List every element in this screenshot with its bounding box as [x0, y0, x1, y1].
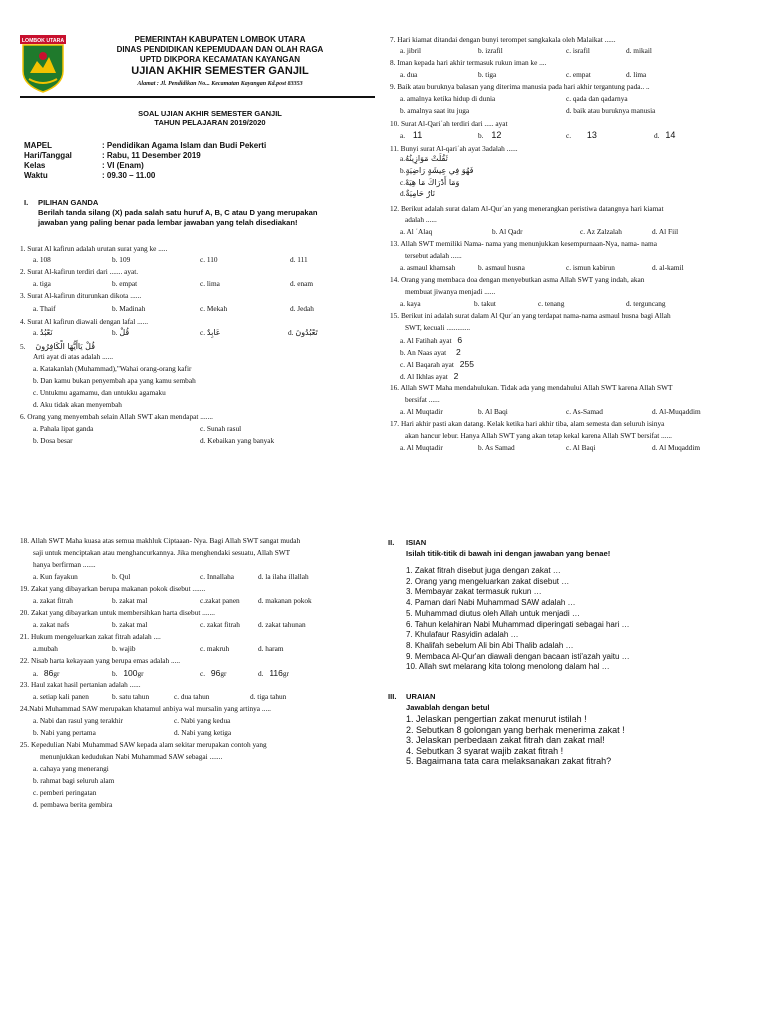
option-c[interactable]: c. عَابِدٌ	[200, 328, 221, 337]
option-d[interactable]: d. haram	[258, 644, 284, 653]
section2-instruction: Isilah titik-titik di bawah ini dengan jawaban yang benae!	[406, 549, 611, 558]
option-d[interactable]: d. Nabi yang ketiga	[174, 728, 232, 737]
list-item: 2. Orang yang mengeluarkan zakat disebut …	[406, 576, 570, 586]
option-d[interactable]: d. 111	[290, 255, 308, 264]
option-a[interactable]: a. Al Muqtadir	[400, 407, 443, 416]
option-d[interactable]: d. Al Fiil	[652, 227, 679, 236]
option-a[interactable]: a. cahaya yang menerangi	[33, 764, 109, 773]
list-item: 3. Membayar zakat termasuk rukun …	[406, 587, 542, 597]
option-d[interactable]: d. Al-Muqaddim	[652, 407, 701, 416]
option-d[interactable]: d. 14	[654, 130, 676, 140]
option-c[interactable]: c. Al Baqi	[566, 443, 596, 452]
option-b[interactable]: b. As Samad	[478, 443, 515, 452]
option-b[interactable]: b. 109	[112, 255, 131, 264]
option-c[interactable]: c. pemberi peringatan	[33, 788, 97, 797]
option-b[interactable]: b. 12	[478, 130, 502, 140]
list-item: 5. Bagaimana tata cara melaksanakan zakat fitrah?	[406, 756, 612, 767]
option-c[interactable]: c. 13	[566, 130, 597, 140]
uraian-list	[406, 714, 625, 767]
list-item: 8. Khalifah sebelum Ali bin Abi Thalib adalah …	[406, 640, 574, 650]
header-line3: UPTD DIKPORA KECAMATAN KAYANGAN	[139, 55, 301, 64]
option-c[interactable]: c. Al Baqarah ayat 255	[400, 359, 474, 369]
list-item: 9. Membaca Al-Qur'an diawali dengan bacaan isti'azah yaitu …	[406, 651, 630, 661]
option-c[interactable]: c.وَمَا أَدْرَاكَ مَا هِيَهْ	[400, 178, 460, 187]
option-d[interactable]: d. Kebaikan yang banyak	[200, 436, 275, 445]
option-c[interactable]: c. Mekah	[200, 304, 228, 313]
section1-title: PILIHAN GANDA	[38, 198, 99, 207]
option-a[interactable]: a.ثَقُلَتْ مَوَازِينُهُ	[400, 154, 448, 163]
list-item: 3. Jelaskan perbedaan zakat fitrah dan zakat mal!	[406, 735, 605, 746]
option-b[interactable]: b. zakat mal	[112, 620, 148, 629]
list-item: 1. Zakat fitrah disebut juga dengan zakat …	[406, 566, 561, 575]
option-d[interactable]: d. Al Ikhlas ayat 2	[400, 371, 459, 381]
option-a[interactable]: a. Katakanlah (Muhammad),"Wahai orang-orang kafir	[33, 364, 192, 373]
section1-number: I.	[24, 198, 29, 207]
info-row: Hari/Tanggal : Rabu, 11 Desember 2019	[24, 151, 201, 160]
option-a[interactable]: a. tiga	[33, 279, 51, 288]
option-b[interactable]: b. 100gr	[112, 668, 144, 678]
option-a[interactable]: a. Al Muqtadir	[400, 443, 443, 452]
option-c[interactable]: c. ismun kabirun	[566, 263, 615, 272]
option-d[interactable]: d. makanan pokok	[258, 596, 312, 605]
list-item: 1. Jelaskan pengertian zakat menurut istilah !	[406, 714, 587, 724]
option-b[interactable]: b. amalnya saat itu juga	[400, 106, 470, 115]
header-address: Alamat : Jl. Pendidikan No... Kecamatan Kayangan Kd.post 83353	[137, 81, 303, 87]
header-line1: PEMERINTAH KABUPATEN LOMBOK UTARA	[134, 35, 306, 44]
option-b[interactable]: b. wajib	[112, 644, 136, 653]
option-d[interactable]: d. Jedah	[290, 304, 314, 313]
option-d[interactable]: d. la ilaha illallah	[258, 572, 309, 581]
option-c[interactable]: c. Untukmu agamamu, dan untukku agamaku	[33, 388, 166, 397]
doc-title-line2: TAHUN PELAJARAN 2019/2020	[154, 118, 266, 127]
option-a[interactable]: a. jibril	[400, 46, 422, 55]
info-row: Kelas : VI (Enam)	[24, 161, 144, 170]
option-d[interactable]: d. terguncang	[626, 299, 666, 308]
option-c[interactable]: c. Az Zalzalah	[580, 227, 622, 236]
list-item: 6. Tahun kelahiran Nabi Muhammad diperingati sebagai hari …	[406, 619, 630, 629]
option-a[interactable]: a. Thaif	[33, 304, 56, 313]
option-a[interactable]: a. Al ʿAlaq	[400, 227, 433, 236]
list-item: 4. Paman dari Nabi Muhammad SAW adalah …	[406, 598, 576, 608]
option-d[interactable]: d. تَعْبُدُونَ	[288, 328, 318, 337]
option-b[interactable]: b. rahmat bagi seluruh alam	[33, 776, 115, 785]
option-d[interactable]: d.نَارٌ حَامِيَةٌ	[400, 189, 435, 198]
option-a[interactable]: a. asmaul khamsah	[400, 263, 456, 272]
list-item: 5. Muhammad diutus oleh Allah untuk menjadi …	[406, 608, 580, 618]
option-b[interactable]: b.فَهُوَ فِي عِيشَةٍ رَاضِيَةٍ	[400, 166, 474, 175]
option-c[interactable]: c. Sunah rasul	[200, 424, 242, 433]
option-a[interactable]: a. 108	[33, 255, 51, 264]
list-item: 2. Sebutkan 8 golongan yang berhak menerima zakat !	[406, 724, 625, 735]
option-b[interactable]: b. Madinah	[112, 304, 146, 313]
option-a[interactable]: a. amalnya ketika hidup di dunia	[400, 94, 496, 103]
option-b[interactable]: b. Dan kamu bukan penyembah apa yang kamu sembah	[33, 376, 196, 385]
option-c[interactable]: c. tenang	[538, 299, 565, 308]
option-a[interactable]: a. 11	[400, 130, 423, 140]
option-b[interactable]: b. Qul	[112, 572, 131, 581]
option-b[interactable]: b. takut	[474, 299, 496, 308]
list-item: 7. Khulafaur Rasyidin adalah …	[406, 630, 519, 640]
option-d[interactable]: d. Aku tidak akan menyembah	[33, 400, 122, 409]
section2-number: II.	[388, 538, 395, 547]
option-d[interactable]: d. Al Muqaddim	[652, 443, 701, 452]
option-a[interactable]: a. zakat nafs	[33, 620, 70, 629]
option-b[interactable]: b. zakat mal	[112, 596, 148, 605]
lombok-utara-emblem	[20, 35, 66, 93]
section3-number: III.	[388, 692, 397, 701]
section2-title: ISIAN	[406, 538, 427, 547]
isian-list	[406, 566, 630, 673]
option-c[interactable]: c. qada dan qadarnya	[566, 94, 628, 103]
header-line2: DINAS PENDIDIKAN KEPEMUDAAN DAN OLAH RAGA	[116, 45, 324, 54]
logo	[20, 35, 66, 93]
option-b[interactable]: b. tiga	[478, 70, 497, 79]
option-a[interactable]: a. Nabi dan rasul yang terakhir	[33, 716, 123, 725]
option-c[interactable]: c. As-Samad	[566, 407, 603, 416]
list-item: 10. Allah swt melarang kita tolong menolong dalam hal …	[406, 662, 610, 672]
logo-text: LOMBOK UTARA	[21, 38, 65, 44]
option-c[interactable]: c.zakat panen	[200, 596, 240, 605]
option-a[interactable]: a. Pahala lipat ganda	[33, 424, 94, 433]
option-a[interactable]: a. setiap kali panen	[33, 692, 89, 701]
option-d[interactable]: d. enam	[290, 279, 314, 288]
option-a[interactable]: a. dua	[400, 70, 418, 79]
info-row: MAPEL : Pendidikan Agama Islam dan Budi Pekerti	[24, 141, 267, 150]
option-b[interactable]: b. satu tahun	[112, 692, 150, 701]
option-b[interactable]: b. An Naas ayat 2	[400, 347, 461, 357]
option-c[interactable]: c. zakat fitrah	[200, 620, 240, 629]
option-a[interactable]: a. Al Fatihah ayat 6	[400, 335, 463, 345]
option-b[interactable]: b. izrafil	[478, 46, 503, 55]
info-row: Waktu : 09.30 – 11.00	[24, 171, 156, 180]
option-c[interactable]: c. lima	[200, 279, 220, 288]
option-d[interactable]: d. lima	[626, 70, 647, 79]
option-b[interactable]: b. asmaul husna	[478, 263, 525, 272]
section3-title: URAIAN	[406, 692, 436, 701]
header-rule	[20, 96, 375, 98]
option-b[interactable]: b. قُلْ	[112, 328, 130, 337]
option-a[interactable]: a. zakat fitrah	[33, 596, 73, 605]
option-c[interactable]: c. makruh	[200, 644, 230, 653]
option-a[interactable]: a. Kun fayakun	[33, 572, 78, 581]
option-d[interactable]: d. al-kamil	[652, 263, 684, 272]
option-c[interactable]: c. 96gr	[200, 668, 227, 678]
option-d[interactable]: d. mikail	[626, 46, 652, 55]
list-item: 4. Sebutkan 3 syarat wajib zakat fitrah !	[406, 745, 564, 756]
option-a[interactable]: a.mubah	[33, 644, 58, 653]
option-b[interactable]: b. Al Baqi	[478, 407, 508, 416]
option-d[interactable]: d. 116gr	[258, 668, 289, 678]
option-b[interactable]: b. empat	[112, 279, 138, 288]
option-b[interactable]: b. Nabi yang pertama	[33, 728, 96, 737]
option-c[interactable]: c. dua tahun	[174, 692, 210, 701]
option-d[interactable]: d. baik atau buruknya manusia	[566, 106, 656, 115]
section3-instruction: Jawablah dengan betul	[406, 703, 490, 712]
doc-title-line1: SOAL UJIAN AKHIR SEMESTER GANJIL	[138, 109, 282, 118]
option-c[interactable]: c. empat	[566, 70, 591, 79]
option-a[interactable]: a. kaya	[400, 299, 421, 308]
option-c[interactable]: c. Innallaha	[200, 572, 235, 581]
option-a[interactable]: a. 86gr	[33, 668, 60, 678]
option-b[interactable]: b. Dosa besar	[33, 436, 73, 445]
option-c[interactable]: c. israfil	[566, 46, 590, 55]
option-a[interactable]: a. نَعْبُدُ	[33, 328, 53, 337]
header-line4: UJIAN AKHIR SEMESTER GANJIL	[131, 65, 309, 77]
option-d[interactable]: d. tiga tahun	[250, 692, 287, 701]
option-c[interactable]: c. Nabi yang kedua	[174, 716, 231, 725]
option-d[interactable]: d. pembawa berita gembira	[33, 800, 113, 809]
section1-instruction: Berilah tanda silang (X) pada salah satu huruf A, B, C atau D yang merupakan jawaban yang paling benar pada lembar jawaban yang telah disediakan!	[38, 208, 318, 227]
option-b[interactable]: b. Al Qadr	[492, 227, 523, 236]
info-block	[24, 141, 374, 181]
option-c[interactable]: c. 110	[200, 255, 218, 264]
option-d[interactable]: d. zakat tahunan	[258, 620, 306, 629]
